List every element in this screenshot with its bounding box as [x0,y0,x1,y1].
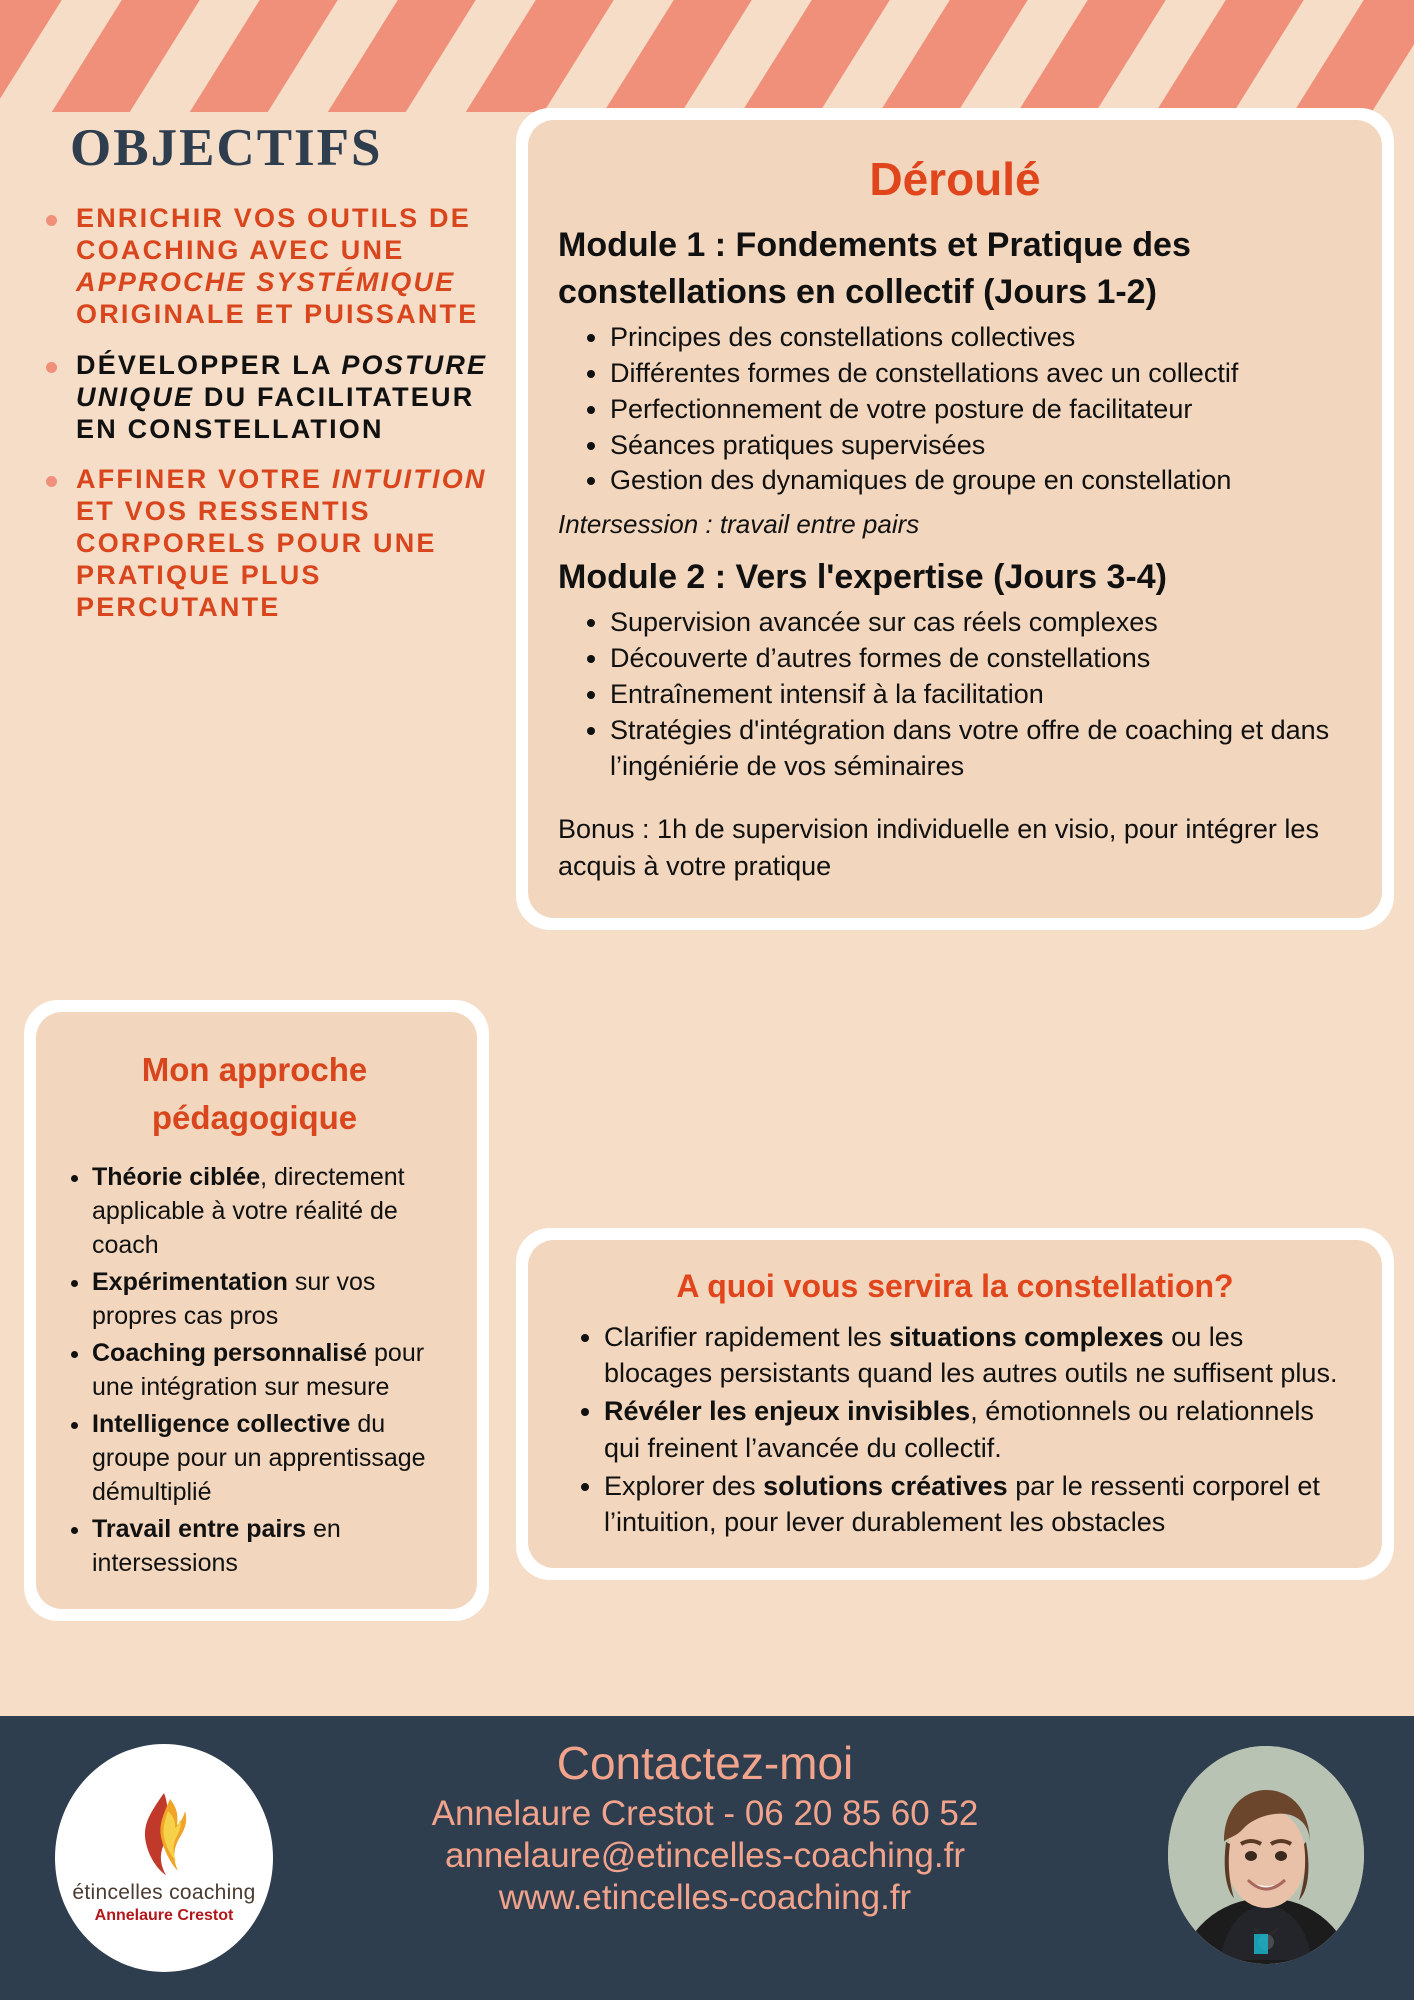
objective-emphasis: APPROCHE SYSTÉMIQUE [76,267,456,298]
module-2-item: • Découverte d’autres formes de constellations [610,641,1352,677]
objective-text: ORIGINALE ET PUISSANTE [76,299,479,330]
objective-item-3 [34,463,504,624]
a-quoi-item-text: ou les blocages persistants quand les autres outils ne suffisent plus. [604,1322,1338,1389]
contact-footer [0,1716,1414,2000]
approche-pedagogique-card [24,1000,489,1621]
a-quoi-item [604,1319,1352,1391]
bonus-note: Bonus : 1h de supervision individuelle en visio, pour intégrer les acquis à votre pratique [558,813,1319,881]
contact-line-email[interactable]: annelaure@etincelles-coaching.fr [445,1836,965,1875]
objective-item-1 [34,202,504,331]
a-quoi-servira-card [516,1228,1394,1580]
brand-name: étincelles coaching [72,1881,256,1904]
module-2-heading: Module 2 : Vers l'expertise (Jours 3-4) [558,558,1167,597]
objective-emphasis: INTUITION [331,463,487,494]
deroule-title: Déroulé [869,153,1041,205]
module-2-item: • Entraînement intensif à la facilitation [610,677,1352,713]
a-quoi-item-keyword: situations complexes [889,1322,1164,1352]
a-quoi-item-text: Clarifier rapidement les [604,1322,890,1352]
approche-item-keyword: Théorie ciblée [92,1162,261,1191]
flame-icon [134,1791,194,1877]
approche-item-keyword: Travail entre pairs [92,1514,307,1543]
a-quoi-item-text: Explorer des [604,1470,764,1501]
objectives-list [34,202,504,624]
contact-title: Contactez-moi [556,1737,854,1789]
module-2-item: • Stratégies d'intégration dans votre offre de coaching et dans l’ingéniérie de vos séminaires [610,713,1352,785]
brand-logo [55,1744,273,1972]
approche-title: Mon approche pédagogique [141,1051,368,1136]
objective-emphasis: POSTURE UNIQUE [76,349,488,412]
objective-text: DÉVELOPPER LA [76,349,342,380]
module-1-item: • Séances pratiques supervisées [610,428,1352,464]
approche-list [58,1160,451,1580]
approche-item [92,1160,451,1262]
approche-item-text: en intersessions [92,1514,341,1577]
brand-owner-name: Annelaure Crestot [94,1907,234,1924]
a-quoi-item-text: par le ressenti corporel et l’intuition, pour lever durablement les obstacles [604,1470,1320,1537]
objective-text: AFFINER VOTRE [76,463,332,494]
approche-item [92,1407,451,1509]
intersession-note: Intersession : travail entre pairs [558,509,920,540]
approche-item [92,1265,451,1333]
avatar [1168,1746,1364,1964]
a-quoi-item [604,1468,1352,1540]
page-title: OBJECTIFS [70,119,383,177]
a-quoi-item-keyword: Révéler les enjeux invisibles [604,1396,971,1427]
objective-text: DU FACILITATEUR EN CONSTELLATION [76,381,475,444]
a-quoi-item [604,1393,1352,1465]
module-1-list [558,320,1352,500]
portrait-illustration [1168,1746,1364,1964]
module-1-heading: Module 1 : Fondements et Pratique des constellations en collectif (Jours 1-2) [558,226,1191,311]
contact-line-website[interactable]: www.etincelles-coaching.fr [498,1878,912,1917]
module-1-item: • Gestion des dynamiques de groupe en constellation [610,463,1352,499]
module-1-item: • Différentes formes de constellations avec un collectif [610,356,1352,392]
objective-text: ET VOS RESSENTIS CORPORELS POUR UNE PRATIQUE PLUS PERCUTANTE [76,496,437,623]
deroule-card [516,108,1394,930]
contact-block [300,1736,1110,1920]
a-quoi-list [558,1319,1352,1540]
module-2-list [558,605,1352,785]
approche-item-text: pour une intégration sur mesure [92,1338,425,1401]
approche-item-text: sur vos propres cas pros [92,1267,376,1330]
a-quoi-item-text: , émotionnels ou relationnels qui freinent l’avancée du collectif. [604,1396,1314,1463]
contact-line-phone: Annelaure Crestot - 06 20 85 60 52 [431,1794,979,1833]
approche-item-keyword: Expérimentation [92,1267,288,1296]
module-1-item: • Perfectionnement de votre posture de facilitateur [610,392,1352,428]
approche-item-text: du groupe pour un apprentissage démultiplié [92,1409,426,1506]
objective-text: ENRICHIR VOS OUTILS DE COACHING AVEC UNE [76,203,471,266]
approche-item [92,1336,451,1404]
approche-item [92,1512,451,1580]
a-quoi-title: A quoi vous servira la constellation? [676,1268,1234,1304]
objective-item-2 [34,349,504,445]
module-2-item: • Supervision avancée sur cas réels complexes [610,605,1352,641]
approche-item-text: , directement applicable à votre réalité de coach [92,1162,405,1259]
module-1-item: • Principes des constellations collectives [610,320,1352,356]
approche-item-keyword: Coaching personnalisé [92,1338,368,1367]
approche-item-keyword: Intelligence collective [92,1409,351,1438]
a-quoi-item-keyword: solutions créatives [763,1470,1008,1501]
objectives-section [34,118,504,642]
